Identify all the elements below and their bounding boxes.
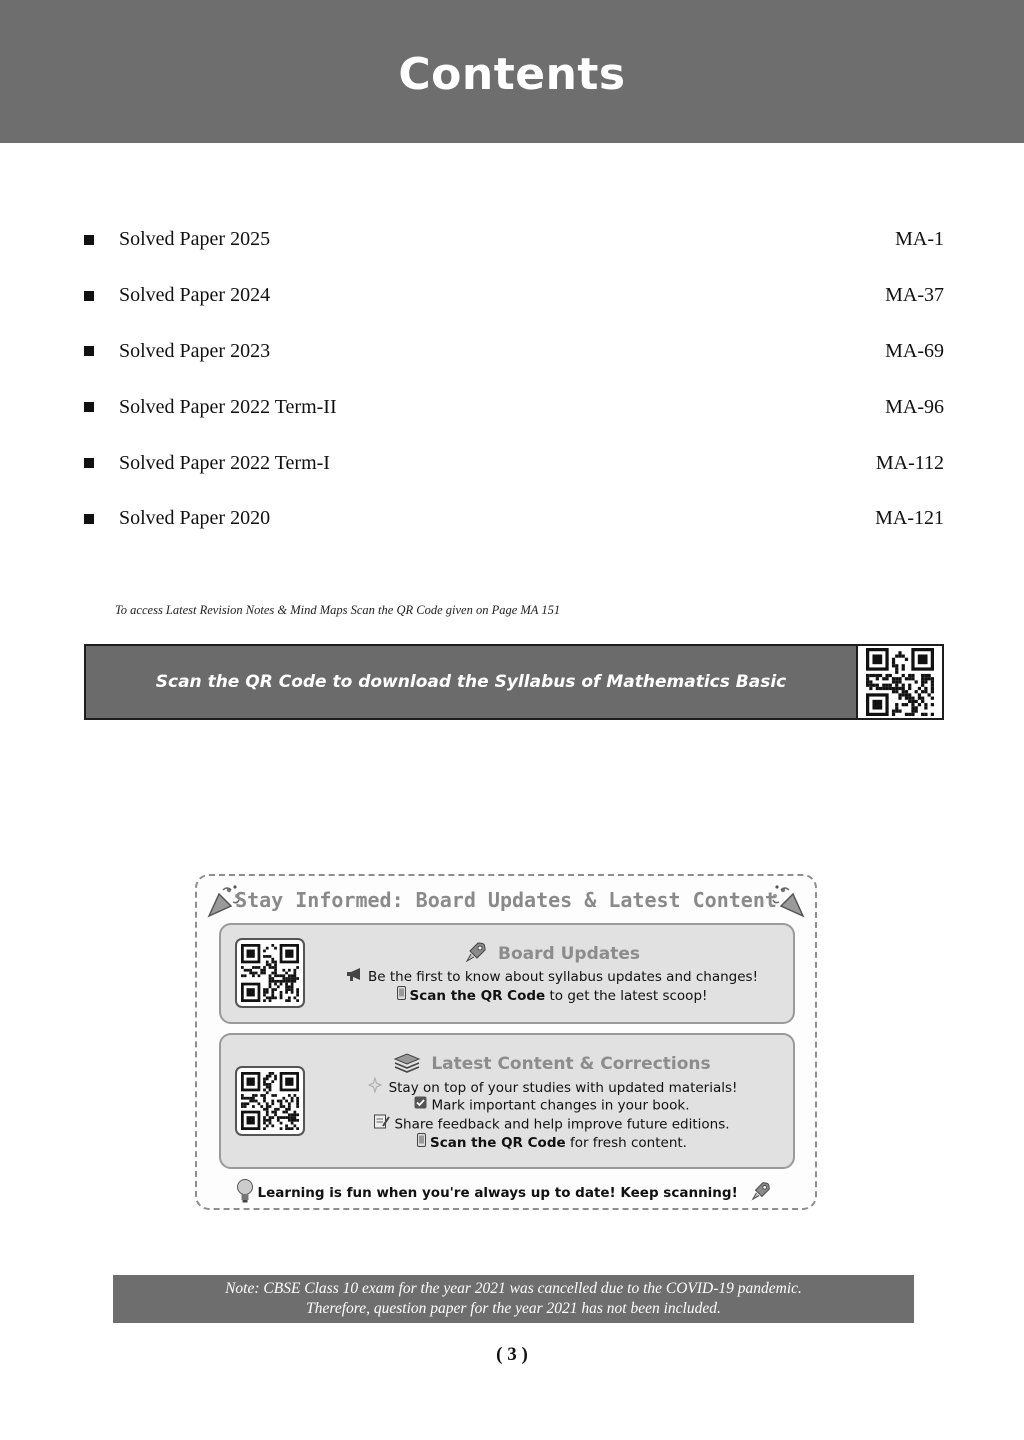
rocket-icon bbox=[464, 940, 488, 969]
toc-row[interactable] bbox=[80, 435, 944, 491]
table-of-contents bbox=[80, 212, 944, 547]
toc-page: MA-1 bbox=[895, 228, 944, 251]
latest-content-line1: Stay on top of your studies with updated materials! bbox=[388, 1079, 738, 1096]
sparkle-icon bbox=[367, 1077, 385, 1099]
megaphone-icon bbox=[346, 967, 364, 987]
latest-content-line2: Mark important changes in your book. bbox=[431, 1096, 690, 1113]
memo-icon bbox=[374, 1114, 390, 1135]
toc-row[interactable] bbox=[80, 379, 944, 435]
toc-title: Solved Paper 2025 bbox=[119, 228, 271, 251]
covid-note bbox=[113, 1275, 914, 1323]
toc-title: Solved Paper 2024 bbox=[119, 284, 271, 307]
covid-note-line1: Note: CBSE Class 10 exam for the year 2021 was cancelled due to the COVID-19 pandemic. bbox=[225, 1280, 802, 1297]
revision-notes-note: To access Latest Revision Notes & Mind Maps Scan the QR Code given on Page MA 151 bbox=[115, 603, 561, 617]
square-bullet-icon bbox=[84, 235, 94, 245]
syllabus-qr-code[interactable] bbox=[856, 646, 942, 718]
qr-code-icon bbox=[241, 944, 299, 1002]
board-updates-card bbox=[219, 923, 795, 1024]
checkbox-icon bbox=[414, 1096, 427, 1115]
toc-page: MA-37 bbox=[885, 284, 944, 307]
square-bullet-icon bbox=[84, 291, 94, 301]
latest-content-line3: Share feedback and help improve future editions. bbox=[394, 1116, 730, 1133]
stay-informed-panel bbox=[195, 874, 817, 1210]
stay-informed-title: Stay Informed: Board Updates & Latest Content bbox=[235, 888, 777, 912]
phone-icon bbox=[397, 986, 406, 1006]
stay-informed-footer-text: Learning is fun when you're always up to date! Keep scanning! bbox=[257, 1185, 738, 1201]
latest-content-heading: Latest Content & Corrections bbox=[431, 1054, 711, 1074]
page-number: ( 3 ) bbox=[496, 1344, 528, 1365]
board-updates-scan-label: Scan the QR Code bbox=[409, 987, 546, 1004]
board-updates-heading: Board Updates bbox=[498, 944, 640, 964]
header-banner bbox=[0, 0, 1024, 143]
toc-row[interactable] bbox=[80, 324, 944, 380]
toc-page: MA-121 bbox=[875, 507, 944, 530]
covid-note-line2: Therefore, question paper for the year 2021 has not been included. bbox=[306, 1300, 721, 1317]
square-bullet-icon bbox=[84, 458, 94, 468]
toc-row[interactable] bbox=[80, 212, 944, 268]
toc-page: MA-96 bbox=[885, 395, 944, 418]
latest-content-card bbox=[219, 1033, 795, 1169]
lightbulb-icon bbox=[236, 1178, 254, 1208]
board-updates-line2: to get the latest scoop! bbox=[545, 987, 708, 1004]
page-title: Contents bbox=[398, 49, 626, 100]
square-bullet-icon bbox=[84, 346, 94, 356]
phone-icon bbox=[417, 1133, 426, 1153]
stay-informed-footer bbox=[197, 1178, 815, 1208]
latest-content-line4: for fresh content. bbox=[565, 1134, 687, 1151]
toc-row[interactable] bbox=[80, 268, 944, 324]
qr-code-icon bbox=[866, 648, 934, 716]
qr-code-icon bbox=[241, 1072, 299, 1130]
toc-title: Solved Paper 2020 bbox=[119, 507, 271, 530]
syllabus-banner bbox=[84, 644, 944, 720]
toc-title: Solved Paper 2022 Term-II bbox=[119, 395, 337, 418]
toc-title: Solved Paper 2023 bbox=[119, 339, 271, 362]
toc-title: Solved Paper 2022 Term-I bbox=[119, 451, 330, 474]
books-icon bbox=[393, 1051, 421, 1078]
syllabus-banner-text: Scan the QR Code to download the Syllabus of Mathematics Basic bbox=[86, 646, 856, 718]
square-bullet-icon bbox=[84, 514, 94, 524]
latest-content-qr-code[interactable] bbox=[235, 1066, 305, 1136]
board-updates-qr-code[interactable] bbox=[235, 938, 305, 1008]
toc-row[interactable] bbox=[80, 491, 944, 547]
latest-content-scan-label: Scan the QR Code bbox=[430, 1134, 566, 1151]
rocket-icon bbox=[750, 1180, 772, 1206]
toc-page: MA-69 bbox=[885, 339, 944, 362]
square-bullet-icon bbox=[84, 402, 94, 412]
board-updates-line1: Be the first to know about syllabus updates and changes! bbox=[368, 968, 758, 985]
toc-page: MA-112 bbox=[875, 451, 944, 474]
